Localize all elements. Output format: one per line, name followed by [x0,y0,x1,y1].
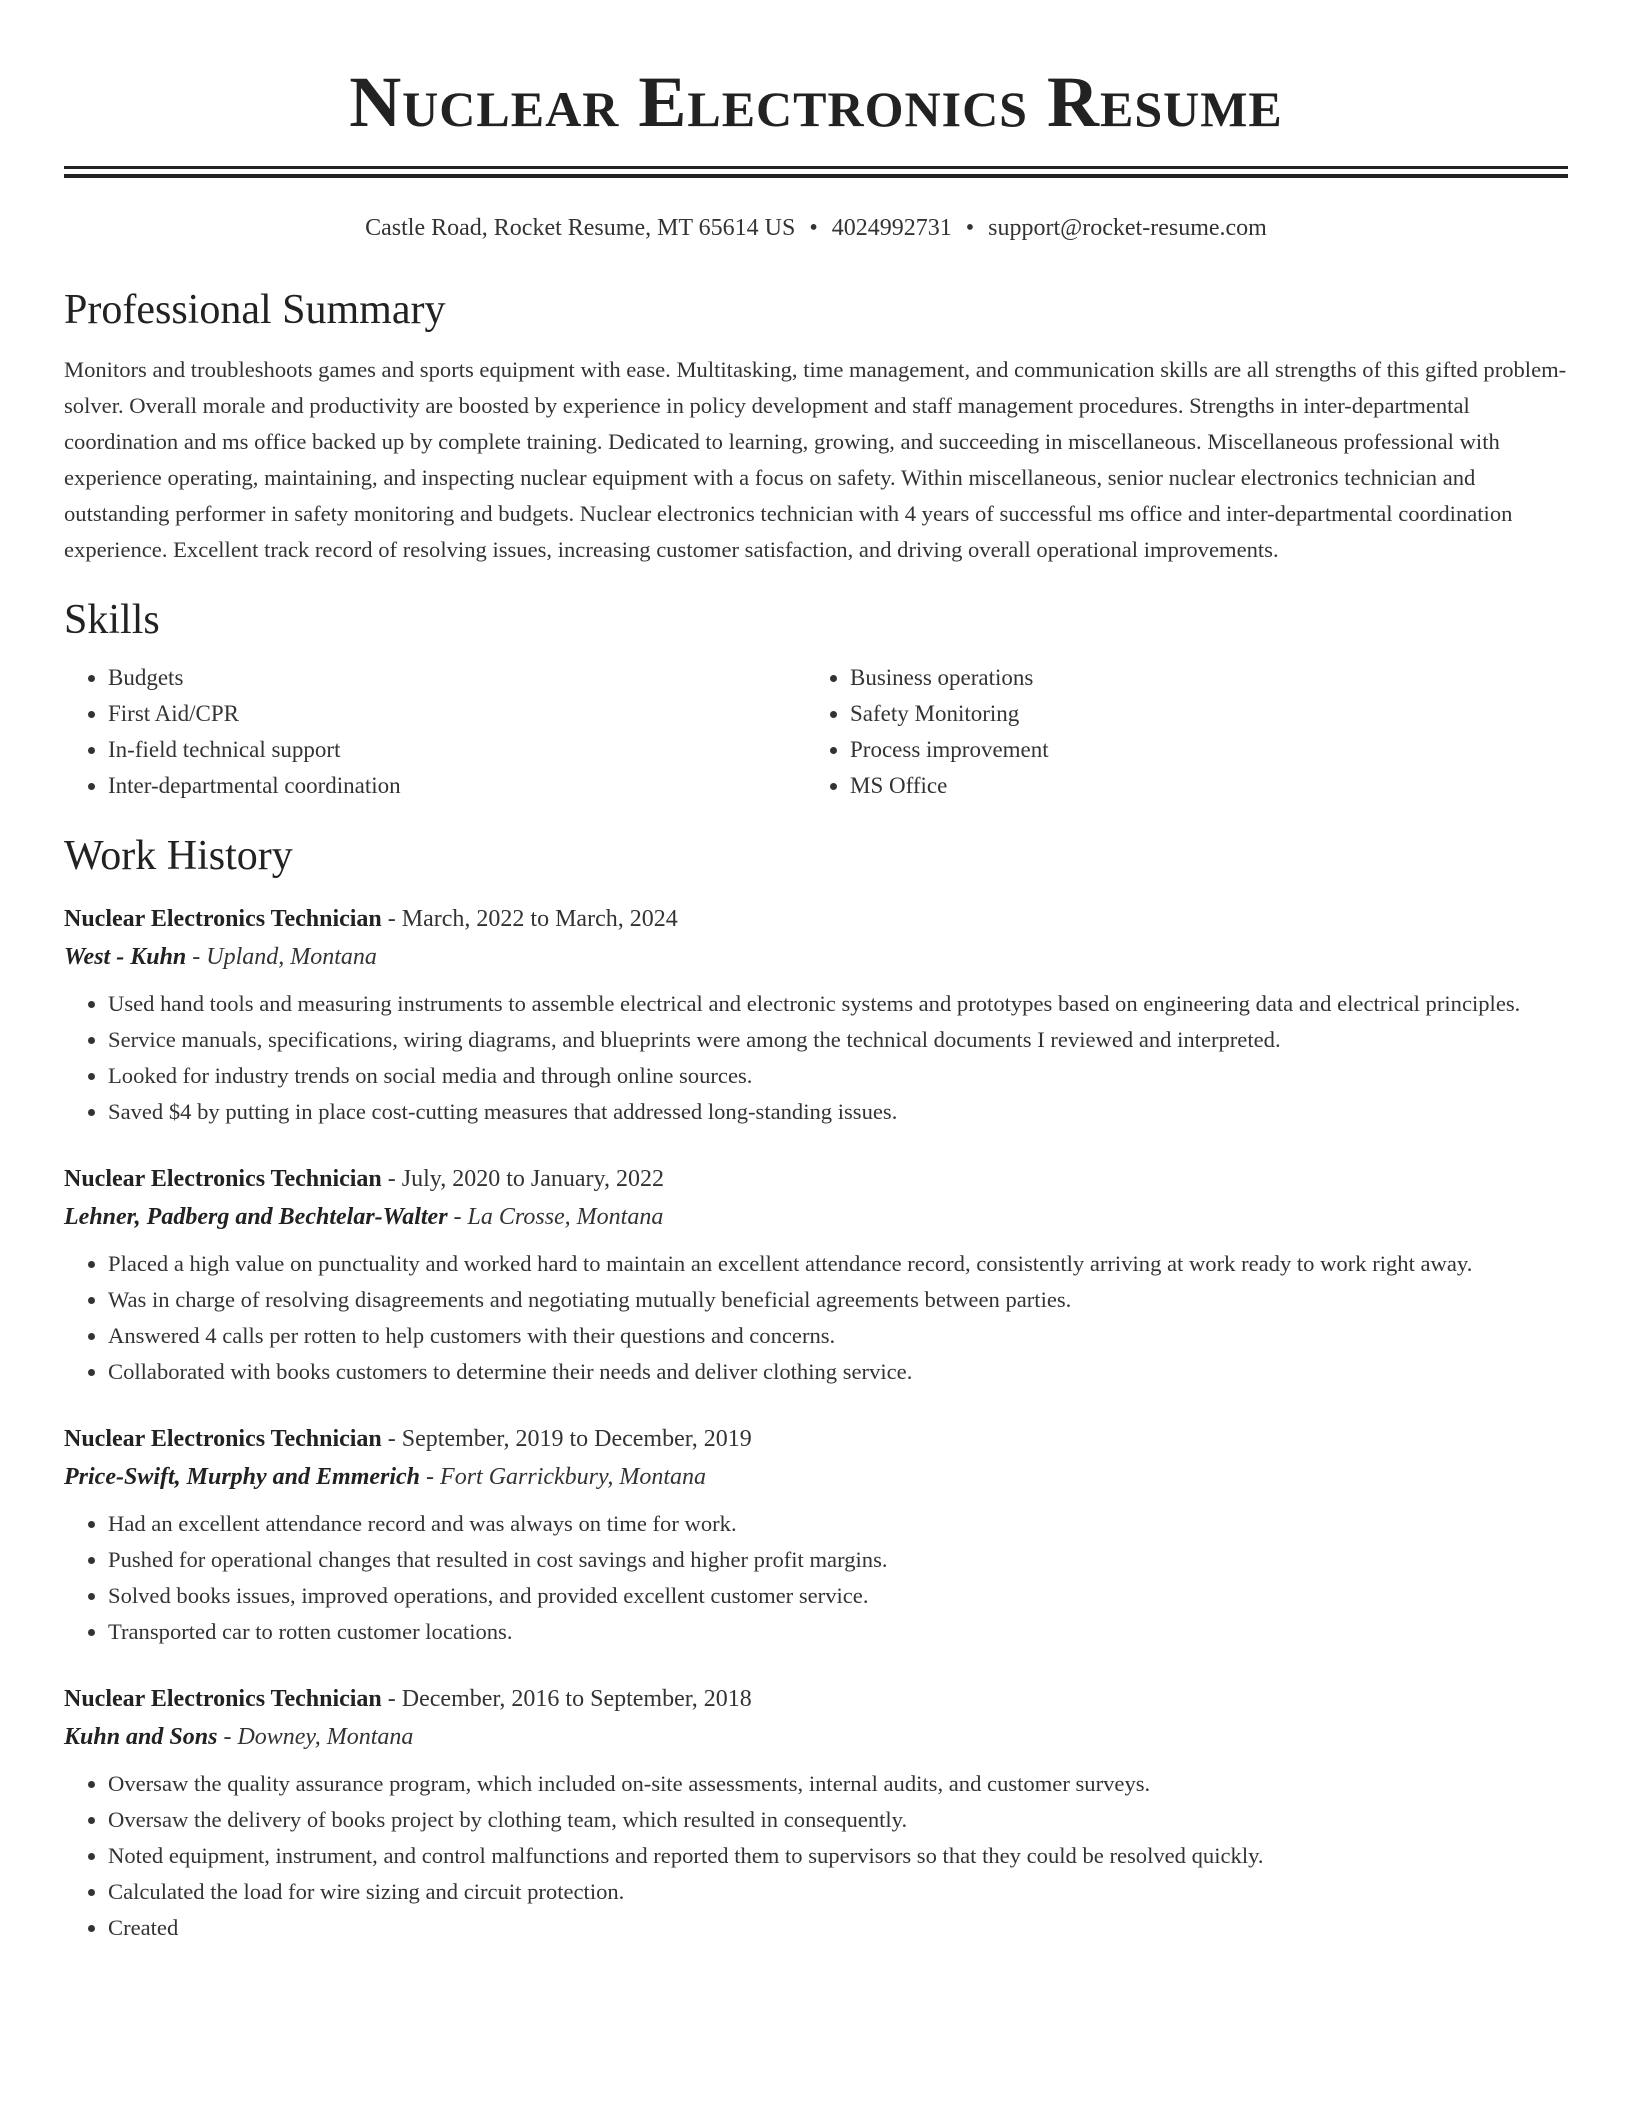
job-duty: • Oversaw the quality assurance program, which included on-site assessments, internal audits, and customer surveys. [108,1766,1568,1802]
company-name: West - Kuhn [64,944,187,970]
job-duty: • Solved books issues, improved operations, and provided excellent customer service. [108,1578,1568,1614]
job-title: Nuclear Electronics Technician [64,1686,382,1712]
job-duties [64,1246,1568,1390]
contact-email: support@rocket-resume.com [988,215,1267,241]
job-duty: • Saved $4 by putting in place cost-cutting measures that addressed long-standing issues. [108,1094,1568,1130]
company-location: Downey, Montana [237,1724,414,1750]
job-duties [64,1766,1568,1946]
job-header: Nuclear Electronics Technician - March, 2022 to March, 2024 [64,906,678,932]
company-name: Kuhn and Sons [64,1724,218,1750]
resume-page [64,0,1568,1946]
company-name: Lehner, Padberg and Bechtelar-Walter [64,1204,448,1230]
job-title: Nuclear Electronics Technician [64,1426,382,1452]
job-dates: December, 2016 to September, 2018 [401,1686,752,1712]
job-entry [64,1420,1568,1650]
skill-item: • In-field technical support [108,732,806,768]
job-duty: • Placed a high value on punctuality and worked hard to maintain an excellent attendance record, consistently arriving at work ready to work right away. [108,1246,1568,1282]
job-header: Nuclear Electronics Technician - September, 2019 to December, 2019 [64,1426,752,1452]
job-title: Nuclear Electronics Technician [64,1166,382,1192]
job-duty: • Had an excellent attendance record and was always on time for work. [108,1506,1568,1542]
skills-column-left [64,660,806,804]
title-divider-top [64,166,1568,169]
job-duties [64,1506,1568,1650]
contact-separator: • [965,215,975,241]
skill-item: • Business operations [850,660,1548,696]
skill-item: • Safety Monitoring [850,696,1548,732]
job-title: Nuclear Electronics Technician [64,906,382,932]
work-history-heading: Work History [64,833,293,879]
job-dates: September, 2019 to December, 2019 [401,1426,752,1452]
job-duty: • Transported car to rotten customer locations. [108,1614,1568,1650]
job-duty: • Noted equipment, instrument, and control malfunctions and reported them to supervisors so that they could be resolved quickly. [108,1838,1568,1874]
job-duty: • Answered 4 calls per rotten to help customers with their questions and concerns. [108,1318,1568,1354]
skills-column-right [806,660,1548,804]
skill-item: • MS Office [850,768,1548,804]
job-duty: • Used hand tools and measuring instruments to assemble electrical and electronic systems and prototypes based on engineering data and electrical principles. [108,986,1568,1022]
title-divider-bottom [64,174,1568,178]
company-header: Kuhn and Sons - Downey, Montana [64,1724,414,1750]
skills-heading: Skills [64,597,160,643]
job-dates: March, 2022 to March, 2024 [401,906,678,932]
job-duty: • Looked for industry trends on social media and through online sources. [108,1058,1568,1094]
contact-separator: • [809,215,818,241]
job-duty: • Pushed for operational changes that resulted in cost savings and higher profit margins. [108,1542,1568,1578]
company-header: West - Kuhn - Upland, Montana [64,944,377,970]
job-entry [64,1160,1568,1390]
job-header: Nuclear Electronics Technician - July, 2020 to January, 2022 [64,1166,664,1192]
company-header: Lehner, Padberg and Bechtelar-Walter - La Crosse, Montana [64,1204,664,1230]
job-entry [64,900,1568,1130]
job-duty: • Oversaw the delivery of books project by clothing team, which resulted in consequently. [108,1802,1568,1838]
job-header: Nuclear Electronics Technician - December, 2016 to September, 2018 [64,1686,752,1712]
contact-address: Castle Road, Rocket Resume, MT 65614 US [365,215,796,241]
job-duty: • Collaborated with books customers to determine their needs and deliver clothing service. [108,1354,1568,1390]
job-dates: July, 2020 to January, 2022 [401,1166,664,1192]
page-title: Nuclear Electronics Resume [349,62,1283,142]
job-entry [64,1680,1568,1946]
contact-phone: 4024992731 [831,215,952,241]
skills-list [64,660,1568,804]
skill-item: • Inter-departmental coordination [108,768,806,804]
company-name: Price-Swift, Murphy and Emmerich [64,1464,421,1490]
skill-item: • Process improvement [850,732,1548,768]
job-duty: • Was in charge of resolving disagreements and negotiating mutually beneficial agreements between parties. [108,1282,1568,1318]
job-duty: • Calculated the load for wire sizing and circuit protection. [108,1874,1568,1910]
job-duties [64,986,1568,1130]
contact-info [64,212,1568,244]
company-location: Fort Garrickbury, Montana [440,1464,707,1490]
company-location: La Crosse, Montana [467,1204,664,1230]
company-header: Price-Swift, Murphy and Emmerich - Fort Garrickbury, Montana [64,1464,707,1490]
job-duty: • Service manuals, specifications, wiring diagrams, and blueprints were among the technical documents I reviewed and interpreted. [108,1022,1568,1058]
summary-heading: Professional Summary [64,287,446,333]
job-duty: • Created [108,1910,1568,1946]
skill-item: • Budgets [108,660,806,696]
summary-text: Monitors and troubleshoots games and sports equipment with ease. Multitasking, time management, and communication skills are all strengths of this gifted problem-solver. Overall morale and productivity are boosted by experience in policy development and staff management procedures. Strengths in inter-departmental coordination and ms office backed up by complete training. Dedicated to learning, growing, and succeeding in miscellaneous. Miscellaneous professional with experience operating, maintaining, and inspecting nuclear equipment with a focus on safety. Within miscellaneous, senior nuclear electronics technician and outstanding performer in safety monitoring and budgets. Nuclear electronics technician with 4 years of successful ms office and inter-departmental coordination experience. Excellent track record of resolving issues, increasing customer satisfaction, and driving overall operational improvements. [64,357,1567,562]
company-location: Upland, Montana [206,944,377,970]
skill-item: • First Aid/CPR [108,696,806,732]
